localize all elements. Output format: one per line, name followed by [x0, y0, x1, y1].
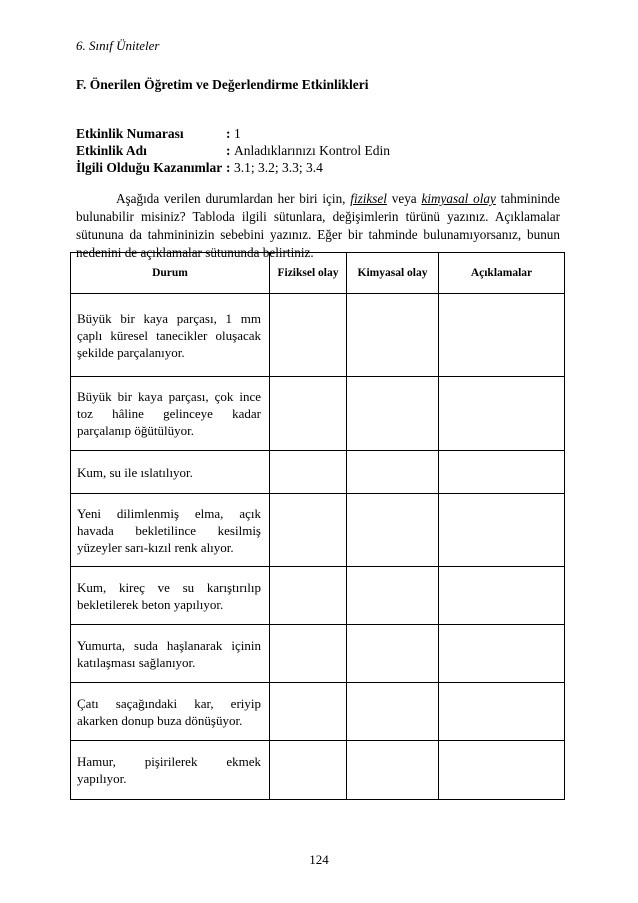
- table-row: [71, 377, 565, 451]
- table-row: [71, 683, 565, 741]
- activity-name-value: Anladıklarınızı Kontrol Edin: [234, 143, 390, 158]
- colon: :: [226, 143, 231, 158]
- outcomes-label: İlgili Olduğu Kazanımlar: [76, 160, 223, 175]
- physical-answer-cell[interactable]: [270, 377, 347, 451]
- chemical-term: kimyasal olay: [421, 191, 496, 207]
- table-row: [71, 567, 565, 625]
- instructions-part-3: tahmininde bulunabilir misiniz? Tabloda ilgili sütunlara, değişimlerin türünü yazınız. Açıklamalar sütununa da tahmininizin sebebini yazınız. Eğer bir tahminde bulunamıyorsanız, bunun nedenini de açıklamalar sütununda belirtiniz.: [76, 191, 561, 261]
- instructions-part-1: Aşağıda verilen durumlardan her biri için,: [116, 191, 346, 207]
- chemical-answer-cell[interactable]: [347, 377, 439, 451]
- situation-cell: Çatı saçağındaki kar, eriyip akarken donup buza dönüşüyor.: [71, 683, 270, 741]
- activity-number-row: [76, 125, 390, 142]
- physical-answer-cell[interactable]: [270, 567, 347, 625]
- chemical-answer-cell[interactable]: [347, 494, 439, 567]
- explanation-cell[interactable]: [439, 377, 565, 451]
- physical-answer-cell[interactable]: [270, 625, 347, 683]
- explanation-cell[interactable]: [439, 741, 565, 800]
- physical-answer-cell[interactable]: [270, 294, 347, 377]
- table-row: [71, 294, 565, 377]
- situation-cell: Kum, kireç ve su karıştırılıp bekletilerek beton yapılıyor.: [71, 567, 270, 625]
- activity-name-row: [76, 142, 390, 159]
- column-header-durum: Durum: [71, 253, 270, 294]
- explanation-cell[interactable]: [439, 451, 565, 494]
- situation-cell: Kum, su ile ıslatılıyor.: [71, 451, 270, 494]
- situation-cell: Yeni dilimlenmiş elma, açık havada bekletilince kesilmiş yüzeyler sarı-kızıl renk alıyor.: [71, 494, 270, 567]
- explanation-cell[interactable]: [439, 683, 565, 741]
- outcomes-value: 3.1; 3.2; 3.3; 3.4: [234, 160, 323, 175]
- colon: :: [226, 126, 231, 141]
- activity-info: [76, 125, 390, 176]
- situation-cell: Büyük bir kaya parçası, 1 mm çaplı küresel tanecikler oluşacak şekilde parçalanıyor.: [71, 294, 270, 377]
- chemical-answer-cell[interactable]: [347, 567, 439, 625]
- running-header: 6. Sınıf Üniteler: [76, 38, 160, 53]
- activity-number-value: 1: [234, 126, 241, 141]
- outcomes-row: [76, 159, 390, 176]
- table-row: [71, 494, 565, 567]
- colon: :: [226, 160, 231, 175]
- situation-cell: Büyük bir kaya parçası, çok ince toz hâline gelinceye kadar parçalanıp öğütülüyor.: [71, 377, 270, 451]
- instructions-part-2: veya: [391, 191, 417, 207]
- physical-answer-cell[interactable]: [270, 494, 347, 567]
- chemical-answer-cell[interactable]: [347, 625, 439, 683]
- explanation-cell[interactable]: [439, 567, 565, 625]
- column-header-kimyasal: Kimyasal olay: [347, 253, 439, 294]
- table-header-row: [71, 253, 565, 294]
- table-row: [71, 625, 565, 683]
- column-header-aciklamalar: Açıklamalar: [439, 253, 565, 294]
- column-header-fiziksel: Fiziksel olay: [270, 253, 347, 294]
- page-number: 124: [309, 852, 329, 867]
- chemical-answer-cell[interactable]: [347, 451, 439, 494]
- physical-term: fiziksel: [350, 191, 387, 207]
- physical-answer-cell[interactable]: [270, 683, 347, 741]
- activity-name-label: Etkinlik Adı: [76, 143, 147, 158]
- activity-number-label: Etkinlik Numarası: [76, 126, 184, 141]
- explanation-cell[interactable]: [439, 294, 565, 377]
- section-title: F. Önerilen Öğretim ve Değerlendirme Etkinlikleri: [76, 77, 369, 92]
- situation-cell: Hamur, pişirilerek ekmek yapılıyor.: [71, 741, 270, 800]
- chemical-answer-cell[interactable]: [347, 683, 439, 741]
- physical-answer-cell[interactable]: [270, 451, 347, 494]
- explanation-cell[interactable]: [439, 494, 565, 567]
- chemical-answer-cell[interactable]: [347, 741, 439, 800]
- physical-answer-cell[interactable]: [270, 741, 347, 800]
- explanation-cell[interactable]: [439, 625, 565, 683]
- situation-cell: Yumurta, suda haşlanarak içinin katılaşması sağlanıyor.: [71, 625, 270, 683]
- table-row: [71, 451, 565, 494]
- table-row: [71, 741, 565, 800]
- worksheet-table: [70, 252, 565, 800]
- chemical-answer-cell[interactable]: [347, 294, 439, 377]
